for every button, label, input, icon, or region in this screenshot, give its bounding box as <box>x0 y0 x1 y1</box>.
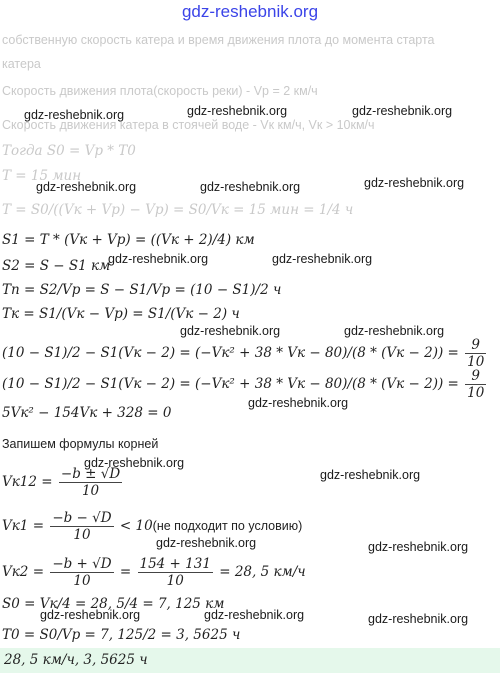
root-v1-fraction <box>50 510 113 543</box>
watermark: gdz-reshebnik.org <box>204 608 305 622</box>
faded-line-2: катера <box>2 57 41 71</box>
site-header[interactable]: gdz-reshebnik.org <box>181 2 319 21</box>
root-v12-lhs: Vк12 = <box>2 474 53 490</box>
equation-tp: Tп = S2/Vp = S − S1/Vp = (10 − S1)/2 ч <box>2 282 282 298</box>
watermark: gdz-reshebnik.org <box>272 252 373 266</box>
equation-balance-2 <box>2 368 488 401</box>
watermark: gdz-reshebnik.org <box>108 252 209 266</box>
root-v12-num: −b ± √D <box>60 466 121 482</box>
root-v1 <box>2 510 302 543</box>
equation-s2: S2 = S − S1 км <box>2 258 111 274</box>
fraction-num: 9 <box>465 337 486 354</box>
fraction-den: 10 <box>467 354 485 370</box>
faded-line-5: Тогда S0 = Vp * T0 <box>2 143 136 159</box>
root-v2-lhs: Vк2 = <box>2 564 45 580</box>
watermark: gdz-reshebnik.org <box>368 540 469 554</box>
watermark: gdz-reshebnik.org <box>344 324 445 338</box>
watermark: gdz-reshebnik.org <box>180 324 281 338</box>
watermark: gdz-reshebnik.org <box>364 176 465 190</box>
equation-s0: S0 = Vк/4 = 28, 5/4 = 7, 125 км <box>2 596 225 612</box>
answer-text: 28, 5 км/ч, 3, 5625 ч <box>4 652 148 668</box>
watermark: gdz-reshebnik.org <box>156 536 257 550</box>
faded-line-3: Скорость движения плота(скорость реки) - Vp = 2 км/ч <box>2 84 318 98</box>
fraction-9-10 <box>465 337 486 370</box>
faded-line-7: T = S0/((Vк + Vp) − Vp) = S0/Vк = 15 мин = 1/4 ч <box>2 202 354 218</box>
watermark: gdz-reshebnik.org <box>24 108 125 122</box>
watermark: gdz-reshebnik.org <box>368 612 469 626</box>
root-v2-num: −b + √D <box>52 556 112 572</box>
root-v2-fraction <box>50 556 113 589</box>
root-v2-tail: = 28, 5 км/ч <box>219 564 306 580</box>
root-v12-den: 10 <box>81 483 100 499</box>
root-v1-lhs: Vк1 = <box>2 518 45 534</box>
root-v2-eq: = <box>119 564 132 580</box>
equation-balance-2-text: (10 − S1)/2 − S1(Vк − 2) = (−Vк² + 38 * Vк − 80)/(8 * (Vк − 2)) = <box>2 376 459 392</box>
watermark: gdz-reshebnik.org <box>200 180 301 194</box>
fraction-9-10 <box>465 368 486 401</box>
root-v1-tail: < 10 <box>119 518 153 534</box>
root-v12 <box>2 466 124 499</box>
watermark: gdz-reshebnik.org <box>248 396 349 410</box>
root-v2-den-2: 10 <box>166 573 184 589</box>
watermark: gdz-reshebnik.org <box>320 468 421 482</box>
fraction-num: 9 <box>465 368 486 385</box>
roots-heading: Запишем формулы корней <box>2 437 159 451</box>
watermark: gdz-reshebnik.org <box>84 456 185 470</box>
equation-balance-1 <box>2 337 488 370</box>
watermark: gdz-reshebnik.org <box>36 180 137 194</box>
root-v1-den: 10 <box>73 527 91 543</box>
root-v2-fraction-2 <box>138 556 213 589</box>
fraction-den: 10 <box>467 385 485 401</box>
root-v1-num: −b − √D <box>52 510 112 526</box>
root-v2-den: 10 <box>73 573 91 589</box>
equation-s1: S1 = T * (Vк + Vp) = ((Vк + 2)/4) км <box>2 232 255 248</box>
watermark: gdz-reshebnik.org <box>187 104 288 118</box>
equation-tk: Tк = S1/(Vк − Vp) = S1/(Vк − 2) ч <box>2 306 240 322</box>
faded-line-6: T = 15 мин <box>2 168 82 184</box>
equation-balance-1-text: (10 − S1)/2 − S1(Vк − 2) = (−Vк² + 38 * Vк − 80)/(8 * (Vк − 2)) = <box>2 345 459 361</box>
faded-line-4: Скорость движения катера в стоячей воде - Vк км/ч, Vк > 10км/ч <box>2 118 375 132</box>
equation-t0: T0 = S0/Vp = 7, 125/2 = 3, 5625 ч <box>2 627 241 643</box>
root-v12-fraction <box>59 466 122 499</box>
root-v2-num-2: 154 + 131 <box>139 556 211 572</box>
root-v2 <box>2 556 306 589</box>
watermark: gdz-reshebnik.org <box>352 104 453 118</box>
faded-line-1: собственную скорость катера и время движения плота до момента старта <box>2 33 435 47</box>
root-v1-note: (не подходит по условию) <box>152 519 303 533</box>
answer-bar <box>0 648 500 673</box>
watermark: gdz-reshebnik.org <box>40 608 141 622</box>
quadratic-equation: 5Vк² − 154Vк + 328 = 0 <box>2 405 172 421</box>
